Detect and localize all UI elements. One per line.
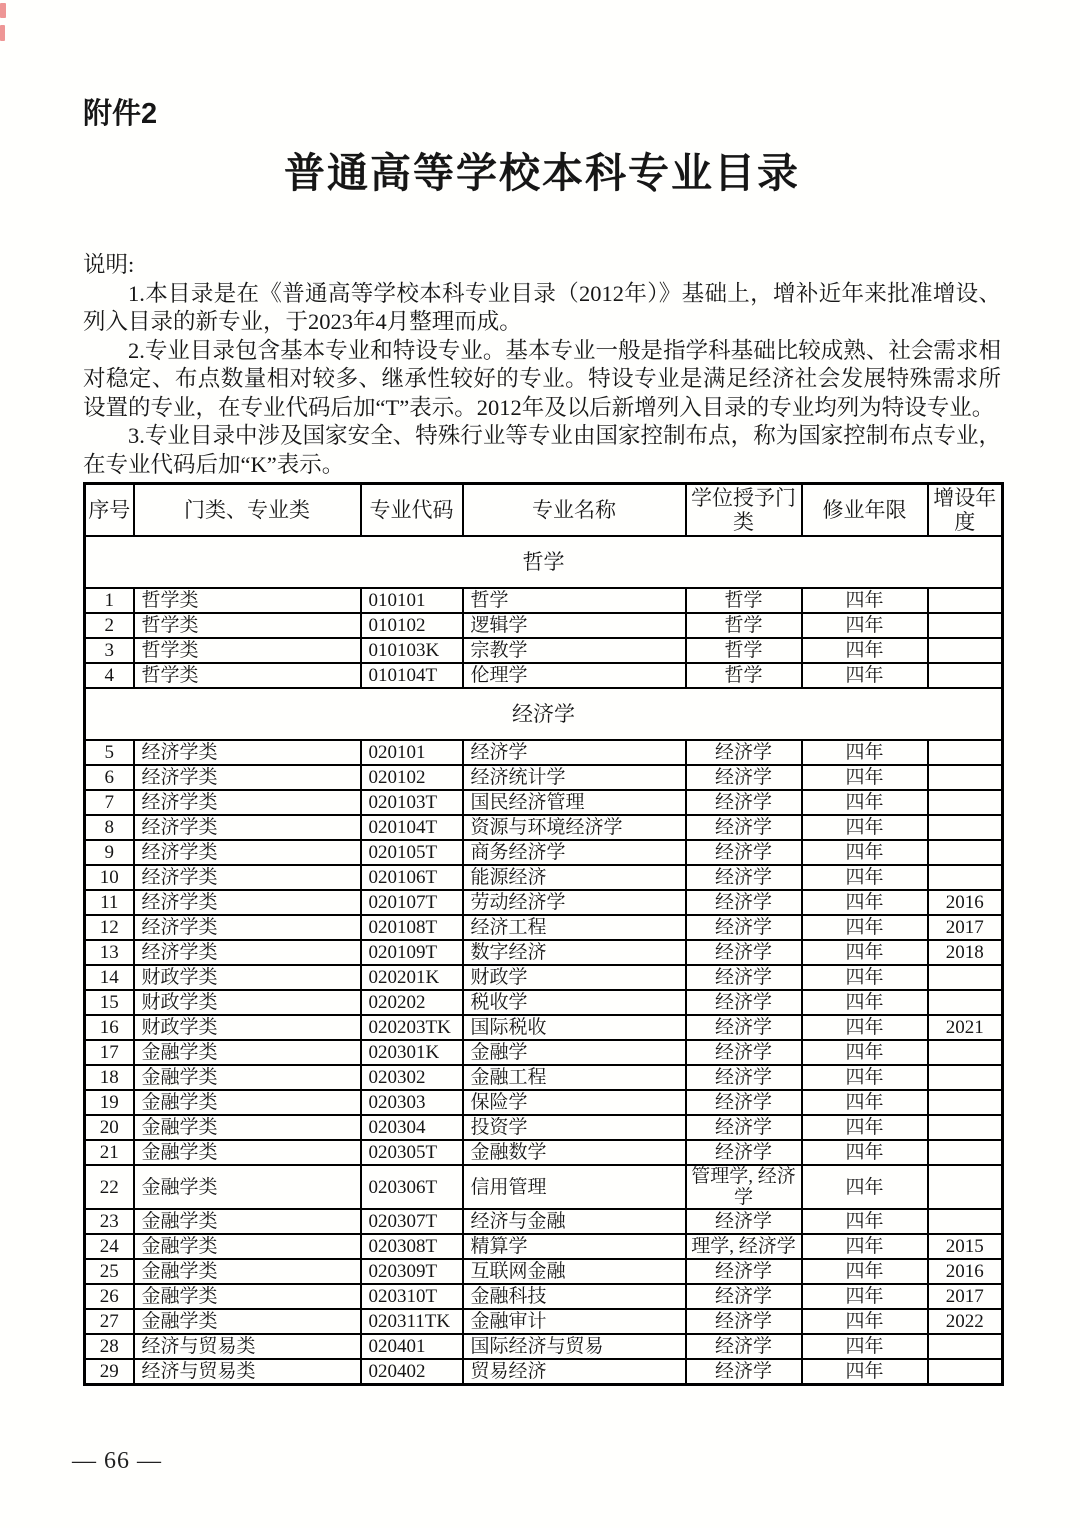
majors-catalog-table xyxy=(83,482,1004,1386)
cell-years: 四年 xyxy=(802,1015,928,1040)
header-no: 序号 xyxy=(85,484,134,537)
cell-category: 哲学类 xyxy=(134,588,361,613)
cell-years: 四年 xyxy=(802,1165,928,1209)
cell-years: 四年 xyxy=(802,740,928,765)
cell-category: 哲学类 xyxy=(134,663,361,688)
notes-heading: 说明: xyxy=(83,252,135,277)
cell-no: 11 xyxy=(85,890,134,915)
cell-no: 9 xyxy=(85,840,134,865)
cell-code: 020201K xyxy=(361,965,463,990)
cell-degree: 经济学 xyxy=(686,1140,802,1165)
cell-category: 经济学类 xyxy=(134,940,361,965)
cell-degree: 经济学 xyxy=(686,915,802,940)
cell-no: 14 xyxy=(85,965,134,990)
page-number: — 66 — xyxy=(72,1448,162,1474)
cell-added xyxy=(928,790,1003,815)
cell-name: 金融数学 xyxy=(463,1140,686,1165)
cell-years: 四年 xyxy=(802,1259,928,1284)
cell-years: 四年 xyxy=(802,915,928,940)
cell-category: 金融学类 xyxy=(134,1115,361,1140)
cell-years: 四年 xyxy=(802,613,928,638)
cell-years: 四年 xyxy=(802,663,928,688)
cell-no: 1 xyxy=(85,588,134,613)
cell-added xyxy=(928,588,1003,613)
cell-years: 四年 xyxy=(802,990,928,1015)
cell-added xyxy=(928,840,1003,865)
cell-category: 金融学类 xyxy=(134,1209,361,1234)
cell-name: 国际经济与贸易 xyxy=(463,1334,686,1359)
cell-years: 四年 xyxy=(802,965,928,990)
cell-name: 互联网金融 xyxy=(463,1259,686,1284)
table-row xyxy=(85,790,1003,815)
table-row xyxy=(85,588,1003,613)
cell-no: 12 xyxy=(85,915,134,940)
table-row xyxy=(85,1040,1003,1065)
header-added: 增设年度 xyxy=(928,484,1003,537)
cell-code: 010102 xyxy=(361,613,463,638)
cell-name: 能源经济 xyxy=(463,865,686,890)
table-row xyxy=(85,965,1003,990)
cell-category: 财政学类 xyxy=(134,965,361,990)
cell-name: 经济统计学 xyxy=(463,765,686,790)
table-row xyxy=(85,663,1003,688)
cell-category: 经济学类 xyxy=(134,815,361,840)
cell-added xyxy=(928,1359,1003,1385)
cell-no: 16 xyxy=(85,1015,134,1040)
cell-degree: 理学, 经济学 xyxy=(686,1234,802,1259)
cell-years: 四年 xyxy=(802,865,928,890)
cell-no: 25 xyxy=(85,1259,134,1284)
cell-added xyxy=(928,865,1003,890)
section-row xyxy=(85,688,1003,740)
cell-no: 15 xyxy=(85,990,134,1015)
cell-added xyxy=(928,1165,1003,1209)
cell-code: 020101 xyxy=(361,740,463,765)
cell-added xyxy=(928,1040,1003,1065)
cell-no: 28 xyxy=(85,1334,134,1359)
cell-degree: 经济学 xyxy=(686,990,802,1015)
table-row xyxy=(85,638,1003,663)
cell-code: 020311TK xyxy=(361,1309,463,1334)
cell-added: 2016 xyxy=(928,890,1003,915)
cell-years: 四年 xyxy=(802,588,928,613)
cell-code: 020202 xyxy=(361,990,463,1015)
cell-added xyxy=(928,965,1003,990)
cell-code: 020307T xyxy=(361,1209,463,1234)
cell-code: 020103T xyxy=(361,790,463,815)
table-row xyxy=(85,1334,1003,1359)
cell-degree: 哲学 xyxy=(686,588,802,613)
cell-code: 020105T xyxy=(361,840,463,865)
cell-code: 020203TK xyxy=(361,1015,463,1040)
cell-degree: 经济学 xyxy=(686,740,802,765)
cell-name: 数字经济 xyxy=(463,940,686,965)
cell-added xyxy=(928,990,1003,1015)
table-row xyxy=(85,1284,1003,1309)
scan-artifact-mark xyxy=(0,25,5,41)
cell-name: 精算学 xyxy=(463,1234,686,1259)
cell-degree: 经济学 xyxy=(686,1115,802,1140)
cell-years: 四年 xyxy=(802,1115,928,1140)
cell-no: 7 xyxy=(85,790,134,815)
cell-code: 020306T xyxy=(361,1165,463,1209)
cell-name: 投资学 xyxy=(463,1115,686,1140)
cell-code: 020305T xyxy=(361,1140,463,1165)
cell-years: 四年 xyxy=(802,1334,928,1359)
cell-code: 010101 xyxy=(361,588,463,613)
cell-category: 金融学类 xyxy=(134,1234,361,1259)
section-label: 经济学 xyxy=(85,688,1003,740)
cell-no: 27 xyxy=(85,1309,134,1334)
table-row xyxy=(85,1259,1003,1284)
cell-added xyxy=(928,1140,1003,1165)
cell-name: 伦理学 xyxy=(463,663,686,688)
cell-no: 21 xyxy=(85,1140,134,1165)
page-title: 普通高等学校本科专业目录 xyxy=(284,150,800,196)
cell-code: 010103K xyxy=(361,638,463,663)
table-row xyxy=(85,1165,1003,1209)
section-label: 哲学 xyxy=(85,536,1003,588)
cell-no: 29 xyxy=(85,1359,134,1385)
cell-degree: 经济学 xyxy=(686,1259,802,1284)
cell-no: 18 xyxy=(85,1065,134,1090)
cell-code: 020302 xyxy=(361,1065,463,1090)
cell-years: 四年 xyxy=(802,1359,928,1385)
cell-years: 四年 xyxy=(802,790,928,815)
cell-degree: 经济学 xyxy=(686,1209,802,1234)
header-category: 门类、专业类 xyxy=(134,484,361,537)
cell-name: 金融审计 xyxy=(463,1309,686,1334)
cell-added: 2017 xyxy=(928,1284,1003,1309)
cell-name: 信用管理 xyxy=(463,1165,686,1209)
cell-degree: 经济学 xyxy=(686,765,802,790)
cell-category: 经济学类 xyxy=(134,840,361,865)
cell-code: 020310T xyxy=(361,1284,463,1309)
cell-name: 保险学 xyxy=(463,1090,686,1115)
cell-name: 逻辑学 xyxy=(463,613,686,638)
table-row xyxy=(85,815,1003,840)
cell-code: 020308T xyxy=(361,1234,463,1259)
table-row xyxy=(85,1359,1003,1385)
cell-added xyxy=(928,1065,1003,1090)
table-row xyxy=(85,1234,1003,1259)
cell-code: 020301K xyxy=(361,1040,463,1065)
cell-years: 四年 xyxy=(802,1309,928,1334)
cell-no: 8 xyxy=(85,815,134,840)
cell-category: 经济学类 xyxy=(134,915,361,940)
cell-category: 经济学类 xyxy=(134,890,361,915)
cell-no: 20 xyxy=(85,1115,134,1140)
cell-degree: 哲学 xyxy=(686,663,802,688)
cell-category: 金融学类 xyxy=(134,1309,361,1334)
cell-no: 10 xyxy=(85,865,134,890)
cell-no: 2 xyxy=(85,613,134,638)
cell-years: 四年 xyxy=(802,638,928,663)
cell-code: 020104T xyxy=(361,815,463,840)
cell-added xyxy=(928,1334,1003,1359)
cell-degree: 经济学 xyxy=(686,865,802,890)
table-row xyxy=(85,1140,1003,1165)
cell-no: 22 xyxy=(85,1165,134,1209)
cell-name: 劳动经济学 xyxy=(463,890,686,915)
cell-degree: 哲学 xyxy=(686,613,802,638)
cell-code: 020402 xyxy=(361,1359,463,1385)
cell-added: 2017 xyxy=(928,915,1003,940)
cell-category: 金融学类 xyxy=(134,1259,361,1284)
cell-degree: 经济学 xyxy=(686,1015,802,1040)
cell-no: 5 xyxy=(85,740,134,765)
cell-name: 经济与金融 xyxy=(463,1209,686,1234)
section-row xyxy=(85,536,1003,588)
cell-no: 4 xyxy=(85,663,134,688)
cell-added: 2016 xyxy=(928,1259,1003,1284)
cell-degree: 经济学 xyxy=(686,1065,802,1090)
cell-name: 哲学 xyxy=(463,588,686,613)
cell-degree: 经济学 xyxy=(686,965,802,990)
cell-no: 19 xyxy=(85,1090,134,1115)
cell-name: 商务经济学 xyxy=(463,840,686,865)
cell-code: 010104T xyxy=(361,663,463,688)
cell-added xyxy=(928,663,1003,688)
cell-years: 四年 xyxy=(802,840,928,865)
cell-added xyxy=(928,1115,1003,1140)
notes-section xyxy=(83,251,1001,479)
cell-name: 经济工程 xyxy=(463,915,686,940)
cell-degree: 经济学 xyxy=(686,815,802,840)
cell-years: 四年 xyxy=(802,815,928,840)
cell-degree: 经济学 xyxy=(686,1040,802,1065)
cell-degree: 经济学 xyxy=(686,1334,802,1359)
cell-no: 17 xyxy=(85,1040,134,1065)
table-row xyxy=(85,1309,1003,1334)
cell-code: 020109T xyxy=(361,940,463,965)
cell-code: 020303 xyxy=(361,1090,463,1115)
cell-name: 资源与环境经济学 xyxy=(463,815,686,840)
cell-category: 经济学类 xyxy=(134,790,361,815)
cell-years: 四年 xyxy=(802,1234,928,1259)
cell-added xyxy=(928,765,1003,790)
cell-years: 四年 xyxy=(802,940,928,965)
note-paragraph-1: 1.本目录是在《普通高等学校本科专业目录（2012年）》基础上，增补近年来批准增设、列入目录的新专业，于2023年4月整理而成。 xyxy=(83,280,1001,334)
cell-category: 财政学类 xyxy=(134,1015,361,1040)
cell-category: 经济学类 xyxy=(134,865,361,890)
cell-name: 宗教学 xyxy=(463,638,686,663)
cell-name: 金融科技 xyxy=(463,1284,686,1309)
cell-name: 金融学 xyxy=(463,1040,686,1065)
cell-category: 财政学类 xyxy=(134,990,361,1015)
cell-years: 四年 xyxy=(802,765,928,790)
table-row xyxy=(85,940,1003,965)
cell-no: 6 xyxy=(85,765,134,790)
cell-added: 2021 xyxy=(928,1015,1003,1040)
cell-name: 国际税收 xyxy=(463,1015,686,1040)
cell-code: 020102 xyxy=(361,765,463,790)
cell-added xyxy=(928,638,1003,663)
cell-years: 四年 xyxy=(802,1090,928,1115)
cell-degree: 哲学 xyxy=(686,638,802,663)
cell-years: 四年 xyxy=(802,1040,928,1065)
cell-no: 13 xyxy=(85,940,134,965)
cell-years: 四年 xyxy=(802,1209,928,1234)
cell-category: 金融学类 xyxy=(134,1090,361,1115)
cell-code: 020309T xyxy=(361,1259,463,1284)
cell-code: 020401 xyxy=(361,1334,463,1359)
cell-code: 020106T xyxy=(361,865,463,890)
cell-degree: 管理学, 经济学 xyxy=(686,1165,802,1209)
cell-years: 四年 xyxy=(802,1284,928,1309)
cell-code: 020108T xyxy=(361,915,463,940)
cell-category: 金融学类 xyxy=(134,1065,361,1090)
table-row xyxy=(85,1065,1003,1090)
cell-code: 020107T xyxy=(361,890,463,915)
cell-category: 经济学类 xyxy=(134,765,361,790)
table-row xyxy=(85,915,1003,940)
table-row xyxy=(85,1090,1003,1115)
note-paragraph-3: 3.专业目录中涉及国家安全、特殊行业等专业由国家控制布点，称为国家控制布点专业，在专业代码后加“K”表示。 xyxy=(83,423,1001,477)
cell-added: 2018 xyxy=(928,940,1003,965)
cell-name: 经济学 xyxy=(463,740,686,765)
cell-category: 经济学类 xyxy=(134,740,361,765)
cell-category: 金融学类 xyxy=(134,1284,361,1309)
table-row xyxy=(85,840,1003,865)
table-row xyxy=(85,890,1003,915)
table-row xyxy=(85,1115,1003,1140)
table-row xyxy=(85,990,1003,1015)
table-row xyxy=(85,1015,1003,1040)
cell-no: 23 xyxy=(85,1209,134,1234)
cell-degree: 经济学 xyxy=(686,940,802,965)
cell-added xyxy=(928,613,1003,638)
cell-code: 020304 xyxy=(361,1115,463,1140)
cell-added xyxy=(928,740,1003,765)
attachment-label: 附件2 xyxy=(83,98,158,130)
cell-name: 金融工程 xyxy=(463,1065,686,1090)
cell-degree: 经济学 xyxy=(686,790,802,815)
cell-degree: 经济学 xyxy=(686,1284,802,1309)
cell-category: 金融学类 xyxy=(134,1140,361,1165)
cell-category: 金融学类 xyxy=(134,1165,361,1209)
table-row xyxy=(85,865,1003,890)
table-row xyxy=(85,740,1003,765)
note-paragraph-2: 2.专业目录包含基本专业和特设专业。基本专业一般是指学科基础比较成熟、社会需求相对稳定、布点数量相对较多、继承性较好的专业。特设专业是满足经济社会发展特殊需求所设置的专业，在专业代码后加“T”表示。2012年及以后新增列入目录的专业均列为特设专业。 xyxy=(83,337,1001,420)
cell-added: 2022 xyxy=(928,1309,1003,1334)
table-row xyxy=(85,613,1003,638)
cell-no: 26 xyxy=(85,1284,134,1309)
cell-degree: 经济学 xyxy=(686,890,802,915)
cell-name: 贸易经济 xyxy=(463,1359,686,1385)
cell-name: 财政学 xyxy=(463,965,686,990)
cell-category: 哲学类 xyxy=(134,638,361,663)
cell-years: 四年 xyxy=(802,890,928,915)
cell-added xyxy=(928,1209,1003,1234)
scan-artifact-mark xyxy=(0,3,6,18)
header-name: 专业名称 xyxy=(463,484,686,537)
cell-name: 税收学 xyxy=(463,990,686,1015)
cell-no: 24 xyxy=(85,1234,134,1259)
cell-name: 国民经济管理 xyxy=(463,790,686,815)
cell-years: 四年 xyxy=(802,1065,928,1090)
document-content xyxy=(83,0,1001,1386)
cell-category: 经济与贸易类 xyxy=(134,1359,361,1385)
header-code: 专业代码 xyxy=(361,484,463,537)
cell-category: 金融学类 xyxy=(134,1040,361,1065)
cell-added xyxy=(928,815,1003,840)
cell-added xyxy=(928,1090,1003,1115)
cell-degree: 经济学 xyxy=(686,1359,802,1385)
cell-degree: 经济学 xyxy=(686,1309,802,1334)
cell-category: 经济与贸易类 xyxy=(134,1334,361,1359)
cell-no: 3 xyxy=(85,638,134,663)
table-row xyxy=(85,1209,1003,1234)
cell-added: 2015 xyxy=(928,1234,1003,1259)
cell-years: 四年 xyxy=(802,1140,928,1165)
header-row xyxy=(85,484,1003,537)
cell-category: 哲学类 xyxy=(134,613,361,638)
header-degree: 学位授予门类 xyxy=(686,484,802,537)
header-years: 修业年限 xyxy=(802,484,928,537)
cell-degree: 经济学 xyxy=(686,840,802,865)
table-row xyxy=(85,765,1003,790)
cell-degree: 经济学 xyxy=(686,1090,802,1115)
